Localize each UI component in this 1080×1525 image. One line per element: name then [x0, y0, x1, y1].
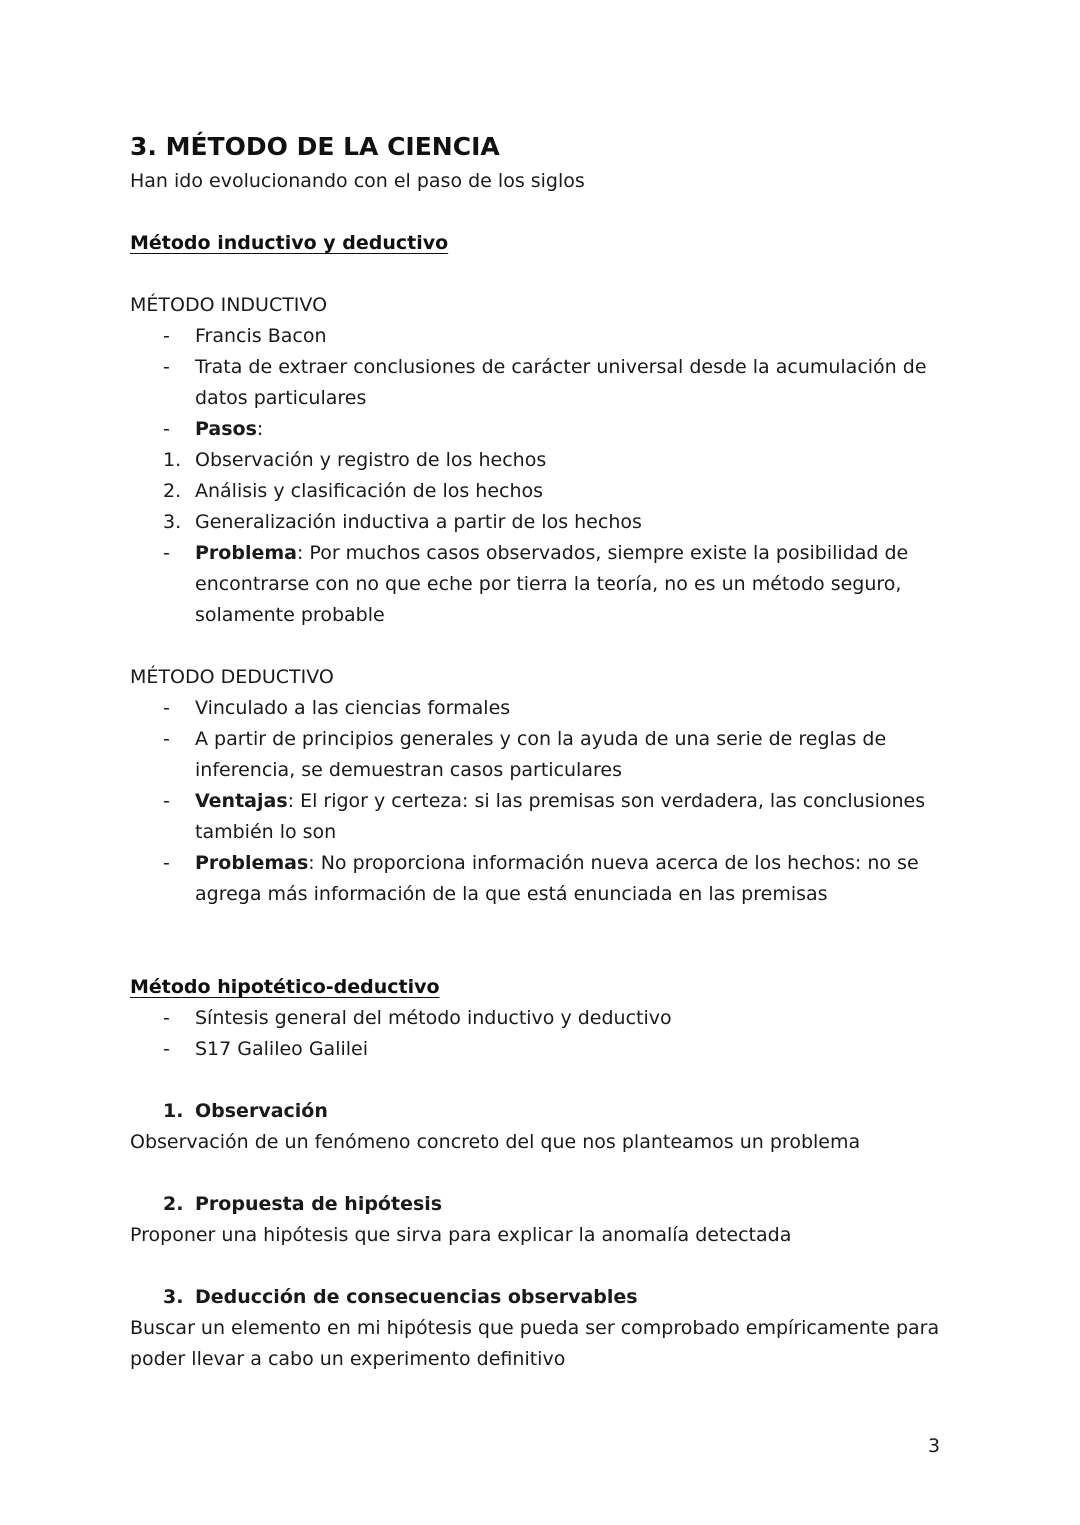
- intro-text: Han ido evolucionando con el paso de los siglos: [130, 170, 585, 192]
- step-text-observacion: Observación de un fenómeno concreto del que nos planteamos un problema: [130, 1131, 861, 1153]
- subsection-label-inductivo: MÉTODO INDUCTIVO: [130, 294, 328, 316]
- step-text-hipotesis: Proponer una hipótesis que sirva para explicar la anomalía detectada: [130, 1224, 792, 1246]
- step-marker: 1.: [163, 1100, 184, 1122]
- section-heading-hipotetico-deductivo: Método hipotético-deductivo: [130, 976, 440, 998]
- list-item: 2. Análisis y clasificación de los hechos: [130, 476, 960, 507]
- list-item: 1. Observación y registro de los hechos: [130, 445, 960, 476]
- step-text-deduccion: Buscar un elemento en mi hipótesis que pueda ser comprobado empíricamente para poder llevar a cabo un experimento definitivo: [130, 1317, 940, 1370]
- list-marker: -: [163, 1038, 170, 1060]
- document-page: [130, 128, 960, 1375]
- page-title: 3. MÉTODO DE LA CIENCIA: [130, 132, 500, 161]
- list-marker: -: [163, 728, 170, 750]
- list-item: - Trata de extraer conclusiones de carácter universal desde la acumulación de datos particulares: [130, 352, 960, 414]
- deductivo-list: [130, 693, 960, 910]
- step-heading-deduccion: 3. Deducción de consecuencias observables: [130, 1282, 960, 1313]
- list-item: 3. Generalización inductiva a partir de los hechos: [130, 507, 960, 538]
- hipotetico-list: [130, 1003, 960, 1065]
- list-item: - Francis Bacon: [130, 321, 960, 352]
- list-marker: -: [163, 418, 170, 440]
- step-heading-observacion: 1. Observación: [130, 1096, 960, 1127]
- list-marker: -: [163, 790, 170, 812]
- list-item: - Problema: Por muchos casos observados, siempre existe la posibilidad de encontrarse con no que eche por tierra la teoría, no es un método seguro, solamente probable: [130, 538, 960, 631]
- inductivo-list: [130, 321, 960, 631]
- list-item: - Pasos:: [130, 414, 960, 445]
- list-item: - Síntesis general del método inductivo y deductivo: [130, 1003, 960, 1034]
- list-marker: 2.: [163, 480, 182, 502]
- list-marker: -: [163, 697, 170, 719]
- list-marker: 3.: [163, 511, 182, 533]
- list-marker: -: [163, 325, 170, 347]
- list-item: - S17 Galileo Galilei: [130, 1034, 960, 1065]
- step-marker: 3.: [163, 1286, 184, 1308]
- section-heading-inductivo-deductivo: Método inductivo y deductivo: [130, 232, 449, 254]
- list-marker: -: [163, 1007, 170, 1029]
- list-marker: -: [163, 542, 170, 564]
- step-heading-hipotesis: 2. Propuesta de hipótesis: [130, 1189, 960, 1220]
- list-marker: -: [163, 852, 170, 874]
- list-item: - Vinculado a las ciencias formales: [130, 693, 960, 724]
- page-number: 3: [928, 1435, 941, 1457]
- step-marker: 2.: [163, 1193, 184, 1215]
- subsection-label-deductivo: MÉTODO DEDUCTIVO: [130, 666, 334, 688]
- list-item: - Problemas: No proporciona información nueva acerca de los hechos: no se agrega más información de la que está enunciada en las premisas: [130, 848, 960, 910]
- list-marker: -: [163, 356, 170, 378]
- list-item: - Ventajas: El rigor y certeza: si las premisas son verdadera, las conclusiones también lo son: [130, 786, 960, 848]
- list-marker: 1.: [163, 449, 182, 471]
- list-item: - A partir de principios generales y con la ayuda de una serie de reglas de inferencia, se demuestran casos particulares: [130, 724, 960, 786]
